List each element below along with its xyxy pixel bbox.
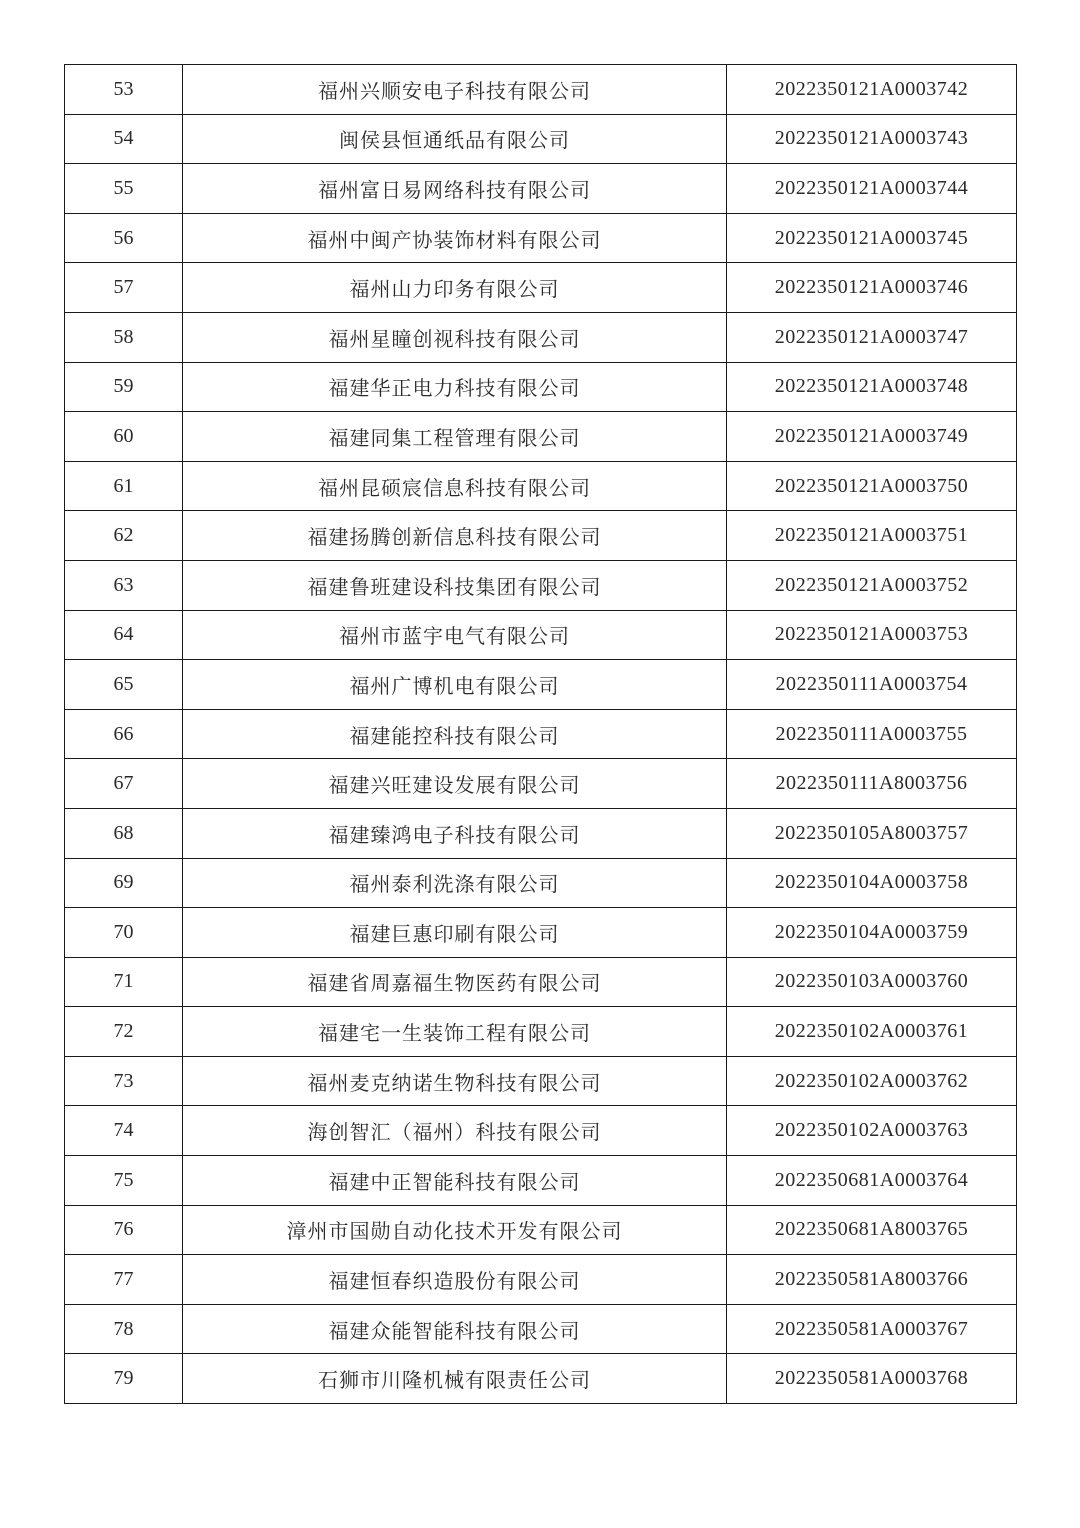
registration-code-cell: 2022350121A0003747: [727, 312, 1017, 362]
company-name-cell: 福州星瞳创视科技有限公司: [183, 312, 727, 362]
table-row: [65, 511, 1017, 561]
registration-code-cell: 2022350111A8003756: [727, 759, 1017, 809]
row-number-cell: 72: [65, 1007, 183, 1057]
table-row: [65, 362, 1017, 412]
row-number-cell: 63: [65, 560, 183, 610]
row-number-cell: 54: [65, 114, 183, 164]
table-row: [65, 263, 1017, 313]
company-name-cell: 漳州市国勋自动化技术开发有限公司: [183, 1205, 727, 1255]
table-row: [65, 1106, 1017, 1156]
table-row: [65, 858, 1017, 908]
registration-code-cell: 2022350681A8003765: [727, 1205, 1017, 1255]
table-row: [65, 610, 1017, 660]
registration-code-cell: 2022350121A0003746: [727, 263, 1017, 313]
row-number-cell: 68: [65, 808, 183, 858]
registration-code-cell: 2022350121A0003748: [727, 362, 1017, 412]
table-row: [65, 560, 1017, 610]
table-row: [65, 65, 1017, 115]
company-name-cell: 福州泰利洗涤有限公司: [183, 858, 727, 908]
row-number-cell: 76: [65, 1205, 183, 1255]
company-name-cell: 福州富日易网络科技有限公司: [183, 164, 727, 214]
row-number-cell: 73: [65, 1056, 183, 1106]
company-name-cell: 福州山力印务有限公司: [183, 263, 727, 313]
registration-code-cell: 2022350111A0003754: [727, 660, 1017, 710]
company-name-cell: 福建兴旺建设发展有限公司: [183, 759, 727, 809]
company-name-cell: 福州昆硕宸信息科技有限公司: [183, 461, 727, 511]
company-name-cell: 福建中正智能科技有限公司: [183, 1156, 727, 1206]
row-number-cell: 60: [65, 412, 183, 462]
row-number-cell: 66: [65, 709, 183, 759]
company-name-cell: 福州麦克纳诺生物科技有限公司: [183, 1056, 727, 1106]
table-row: [65, 808, 1017, 858]
registration-code-cell: 2022350121A0003745: [727, 213, 1017, 263]
table-row: [65, 1007, 1017, 1057]
table-row: [65, 312, 1017, 362]
table-row: [65, 957, 1017, 1007]
company-name-cell: 福建恒春织造股份有限公司: [183, 1255, 727, 1305]
registration-code-cell: 2022350121A0003751: [727, 511, 1017, 561]
table-row: [65, 1205, 1017, 1255]
table-row: [65, 164, 1017, 214]
row-number-cell: 56: [65, 213, 183, 263]
row-number-cell: 69: [65, 858, 183, 908]
row-number-cell: 65: [65, 660, 183, 710]
registration-code-cell: 2022350121A0003744: [727, 164, 1017, 214]
registration-code-cell: 2022350105A8003757: [727, 808, 1017, 858]
row-number-cell: 70: [65, 908, 183, 958]
registration-code-cell: 2022350104A0003758: [727, 858, 1017, 908]
company-name-cell: 福州市蓝宇电气有限公司: [183, 610, 727, 660]
row-number-cell: 57: [65, 263, 183, 313]
company-name-cell: 闽侯县恒通纸品有限公司: [183, 114, 727, 164]
row-number-cell: 78: [65, 1304, 183, 1354]
registration-code-cell: 2022350104A0003759: [727, 908, 1017, 958]
registration-code-cell: 2022350121A0003752: [727, 560, 1017, 610]
table-row: [65, 709, 1017, 759]
table-row: [65, 1056, 1017, 1106]
table-row: [65, 759, 1017, 809]
registration-code-cell: 2022350581A0003768: [727, 1354, 1017, 1404]
row-number-cell: 58: [65, 312, 183, 362]
registration-code-cell: 2022350681A0003764: [727, 1156, 1017, 1206]
company-registry-table: [64, 64, 1017, 1404]
row-number-cell: 75: [65, 1156, 183, 1206]
company-name-cell: 石狮市川隆机械有限责任公司: [183, 1354, 727, 1404]
registration-code-cell: 2022350121A0003749: [727, 412, 1017, 462]
table-row: [65, 1156, 1017, 1206]
table-row: [65, 461, 1017, 511]
registration-code-cell: 2022350121A0003742: [727, 65, 1017, 115]
row-number-cell: 64: [65, 610, 183, 660]
company-name-cell: 福州中闽产协装饰材料有限公司: [183, 213, 727, 263]
registration-code-cell: 2022350111A0003755: [727, 709, 1017, 759]
table-row: [65, 908, 1017, 958]
company-name-cell: 福建扬腾创新信息科技有限公司: [183, 511, 727, 561]
company-name-cell: 福建众能智能科技有限公司: [183, 1304, 727, 1354]
row-number-cell: 77: [65, 1255, 183, 1305]
company-name-cell: 福建同集工程管理有限公司: [183, 412, 727, 462]
table-body: [65, 65, 1017, 1404]
table-row: [65, 1354, 1017, 1404]
row-number-cell: 59: [65, 362, 183, 412]
row-number-cell: 62: [65, 511, 183, 561]
row-number-cell: 53: [65, 65, 183, 115]
registration-code-cell: 2022350102A0003763: [727, 1106, 1017, 1156]
registration-code-cell: 2022350581A8003766: [727, 1255, 1017, 1305]
registration-code-cell: 2022350581A0003767: [727, 1304, 1017, 1354]
registration-code-cell: 2022350102A0003761: [727, 1007, 1017, 1057]
registration-code-cell: 2022350121A0003753: [727, 610, 1017, 660]
registration-code-cell: 2022350121A0003743: [727, 114, 1017, 164]
company-name-cell: 海创智汇（福州）科技有限公司: [183, 1106, 727, 1156]
table-row: [65, 1255, 1017, 1305]
table-row: [65, 1304, 1017, 1354]
company-name-cell: 福州广博机电有限公司: [183, 660, 727, 710]
registration-code-cell: 2022350103A0003760: [727, 957, 1017, 1007]
company-name-cell: 福建省周嘉福生物医药有限公司: [183, 957, 727, 1007]
company-name-cell: 福州兴顺安电子科技有限公司: [183, 65, 727, 115]
company-name-cell: 福建能控科技有限公司: [183, 709, 727, 759]
company-name-cell: 福建巨惠印刷有限公司: [183, 908, 727, 958]
company-name-cell: 福建臻鸿电子科技有限公司: [183, 808, 727, 858]
registration-code-cell: 2022350121A0003750: [727, 461, 1017, 511]
row-number-cell: 61: [65, 461, 183, 511]
table-row: [65, 660, 1017, 710]
row-number-cell: 71: [65, 957, 183, 1007]
row-number-cell: 67: [65, 759, 183, 809]
row-number-cell: 55: [65, 164, 183, 214]
row-number-cell: 79: [65, 1354, 183, 1404]
table-row: [65, 114, 1017, 164]
table-row: [65, 412, 1017, 462]
company-name-cell: 福建宅一生装饰工程有限公司: [183, 1007, 727, 1057]
table-row: [65, 213, 1017, 263]
company-name-cell: 福建鲁班建设科技集团有限公司: [183, 560, 727, 610]
registration-code-cell: 2022350102A0003762: [727, 1056, 1017, 1106]
company-name-cell: 福建华正电力科技有限公司: [183, 362, 727, 412]
row-number-cell: 74: [65, 1106, 183, 1156]
